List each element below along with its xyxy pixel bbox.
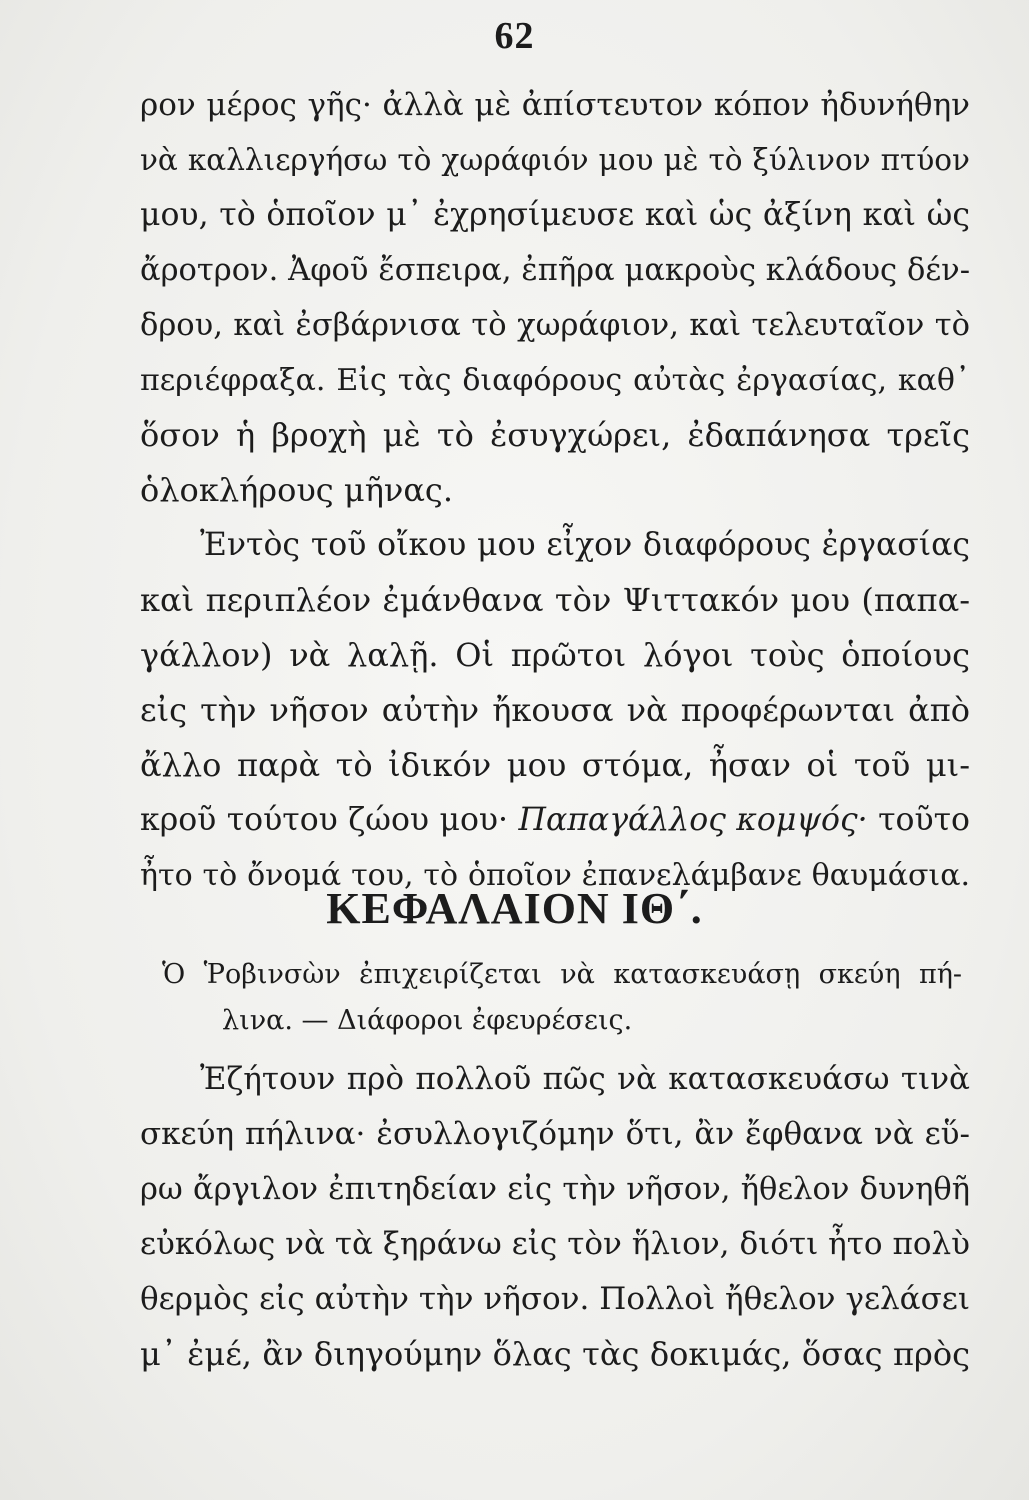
chapter-title: ΚΕΦΑΛΑΙΟΝ ΙΘ΄. bbox=[326, 884, 703, 933]
paragraph-3 bbox=[140, 1052, 970, 1382]
text-line: ρον μέρος γῆς· ἀλλὰ μὲ ἀπίστευτον κόπον ἠδυνήθην bbox=[140, 87, 970, 123]
text-line: ἄλλο παρὰ τὸ ἰδικόν μου στόμα, ἦσαν οἱ τοῦ μι- bbox=[140, 746, 970, 784]
text-segment: κροῦ τούτου ζώου μου· bbox=[140, 802, 509, 838]
text-line: μου, τὸ ὁποῖον μ᾽ ἐχρησίμευσε καὶ ὡς ἀξίνη καὶ ὡς bbox=[140, 197, 970, 233]
text-line: δρου, καὶ ἐσβάρνισα τὸ χωράφιον, καὶ τελευταῖον τὸ bbox=[140, 308, 970, 343]
text-line: μ᾽ ἐμέ, ἂν διηγούμην ὅλας τὰς δοκιμάς, ὅσας πρὸς bbox=[140, 1335, 970, 1373]
summary-line: Ὁ Ῥοβινσὼν ἐπιχειρίζεται νὰ κατασκευάσῃ σκεύη πή- bbox=[162, 959, 962, 990]
text-line: εἰς τὴν νῆσον αὐτὴν ἤκουσα νὰ προφέρωνται ἀπὸ bbox=[140, 691, 970, 729]
parrot-phrase: Παπαγάλλος κομψός· bbox=[518, 802, 868, 838]
text-segment: τοῦτο bbox=[878, 802, 970, 838]
page-number: 62 bbox=[494, 15, 535, 57]
text-line: ἦτο τὸ ὄνομά του, τὸ ὁποῖον ἐπανελάμβανε θαυμάσια. bbox=[140, 858, 970, 893]
paragraph-1 bbox=[140, 78, 970, 518]
text-line: ἄροτρον. Ἀφοῦ ἔσπειρα, ἐπῆρα μακροὺς κλάδους δέν- bbox=[140, 253, 970, 288]
text-line: γάλλον) νὰ λαλῇ. Οἱ πρῶτοι λόγοι τοὺς ὁποίους bbox=[140, 636, 970, 674]
text-line: θερμὸς εἰς αὐτὴν τὴν νῆσον. Πολλοὶ ἤθελον γελάσει bbox=[140, 1281, 970, 1317]
text-line: ὅσον ἡ βροχὴ μὲ τὸ ἐσυγχώρει, ἐδαπάνησα τρεῖς bbox=[140, 416, 970, 454]
text-line: Ἐντὸς τοῦ οἴκου μου εἶχον διαφόρους ἐργασίας bbox=[200, 527, 970, 563]
summary-line: λινα. — Διάφοροι ἐφευρέσεις. bbox=[222, 1005, 633, 1036]
text-line: ὁλοκλήρους μῆνας. bbox=[140, 471, 454, 509]
text-line: περιέφραξα. Εἰς τὰς διαφόρους αὐτὰς ἐργασίας, καθ᾽ bbox=[140, 363, 970, 398]
text-line: Ἐζήτουν πρὸ πολλοῦ πῶς νὰ κατασκευάσω τινὰ bbox=[200, 1061, 970, 1097]
chapter-summary bbox=[162, 952, 962, 1044]
text-line-mixed bbox=[140, 793, 970, 848]
text-line: καὶ περιπλέον ἐμάνθανα τὸν Ψιττακόν μου (παπα- bbox=[140, 581, 970, 619]
text-line: νὰ καλλιεργήσω τὸ χωράφιόν μου μὲ τὸ ξύλινον πτύον bbox=[140, 143, 970, 177]
text-line: ρω ἄργιλον ἐπιτηδείαν εἰς τὴν νῆσον, ἤθελον δυνηθῆ bbox=[140, 1172, 970, 1207]
text-line: εὐκόλως νὰ τὰ ξηράνω εἰς τὸν ἥλιον, διότι ἦτο πολὺ bbox=[140, 1226, 970, 1262]
paragraph-2 bbox=[140, 518, 970, 903]
text-line: σκεύη πήλινα· ἐσυλλογιζόμην ὅτι, ἂν ἔφθανα νὰ εὕ- bbox=[140, 1116, 970, 1152]
